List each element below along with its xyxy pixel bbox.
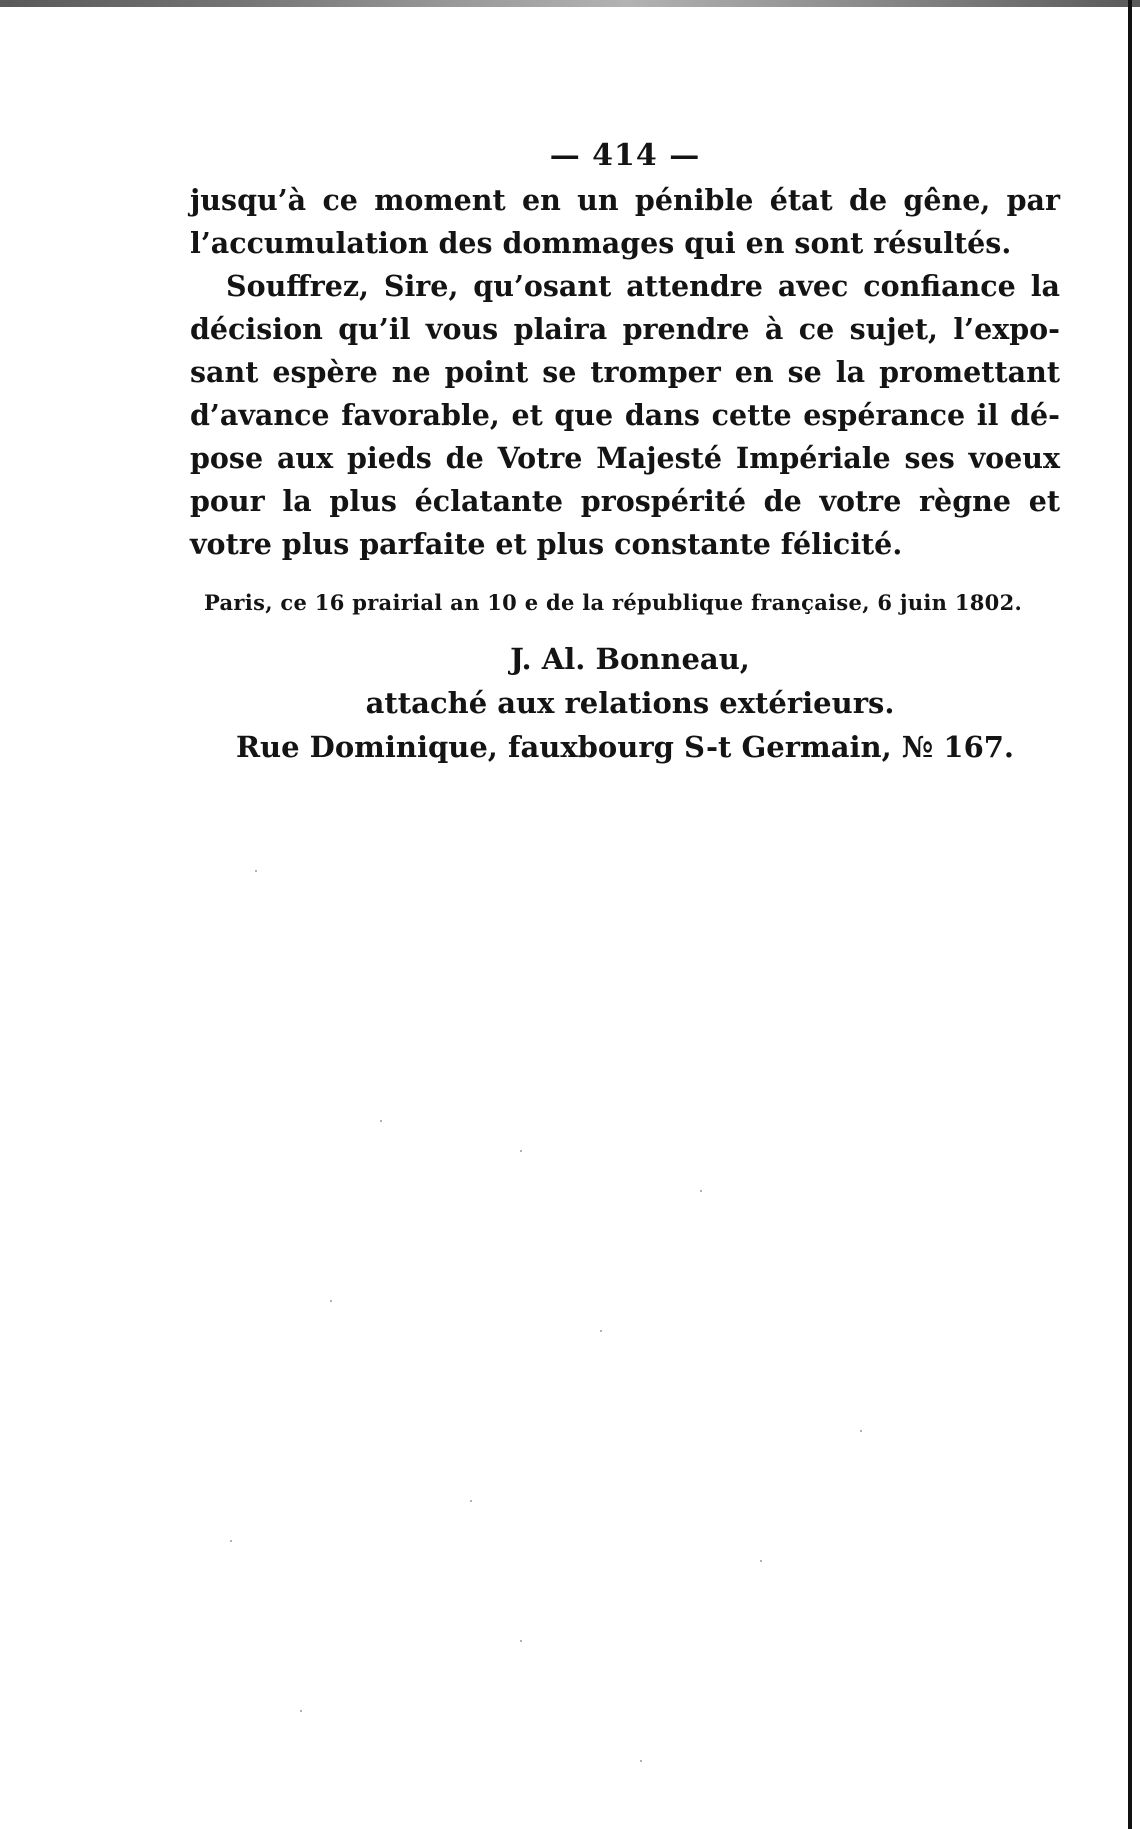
text-line: votre plus parfaite et plus constante félicité. xyxy=(190,527,903,561)
scan-speck xyxy=(760,1560,762,1562)
text-line: décision qu’il vous plaira prendre à ce sujet, l’expo- xyxy=(190,312,1060,346)
text-line: l’accumulation des dommages qui en sont résultés. xyxy=(190,226,1012,260)
scan-speck xyxy=(255,870,257,872)
scan-speck xyxy=(700,1190,702,1192)
signature-title: attaché aux relations extérieurs. xyxy=(365,686,895,720)
text-line: pose aux pieds de Votre Majesté Impériale ses voeux xyxy=(190,441,1060,475)
document-page xyxy=(190,138,1060,769)
signature-address: Rue Dominique, fauxbourg S-t Germain, № 167. xyxy=(235,730,1015,764)
scan-right-edge xyxy=(1128,0,1132,1829)
scan-top-edge xyxy=(0,0,1140,7)
signature-name: J. Al. Bonneau, xyxy=(510,642,750,676)
signature-block xyxy=(190,637,1060,769)
paragraph-2 xyxy=(190,265,1060,566)
scan-speck xyxy=(300,1710,302,1712)
text-line: jusqu’à ce moment en un pénible état de gêne, par xyxy=(190,183,1060,217)
scan-speck xyxy=(380,1120,382,1122)
scan-speck xyxy=(640,1760,642,1762)
scan-speck xyxy=(520,1150,522,1152)
scan-speck xyxy=(470,1500,472,1502)
paragraph-1 xyxy=(190,179,1060,265)
scan-speck xyxy=(330,1300,332,1302)
page-number: — 414 — xyxy=(549,138,701,173)
text-line: Souffrez, Sire, qu’osant attendre avec confiance la xyxy=(226,269,1060,303)
scan-speck xyxy=(230,1540,232,1542)
text-line: d’avance favorable, et que dans cette espérance il dé- xyxy=(190,398,1060,432)
scan-speck xyxy=(520,1640,522,1642)
scan-speck xyxy=(860,1430,862,1432)
dateline: Paris, ce 16 prairial an 10 e de la république française, 6 juin 1802. xyxy=(204,590,1023,615)
text-line: pour la plus éclatante prospérité de votre règne et xyxy=(190,484,1060,518)
scan-speck xyxy=(600,1330,602,1332)
text-line: sant espère ne point se tromper en se la promettant xyxy=(190,355,1060,389)
